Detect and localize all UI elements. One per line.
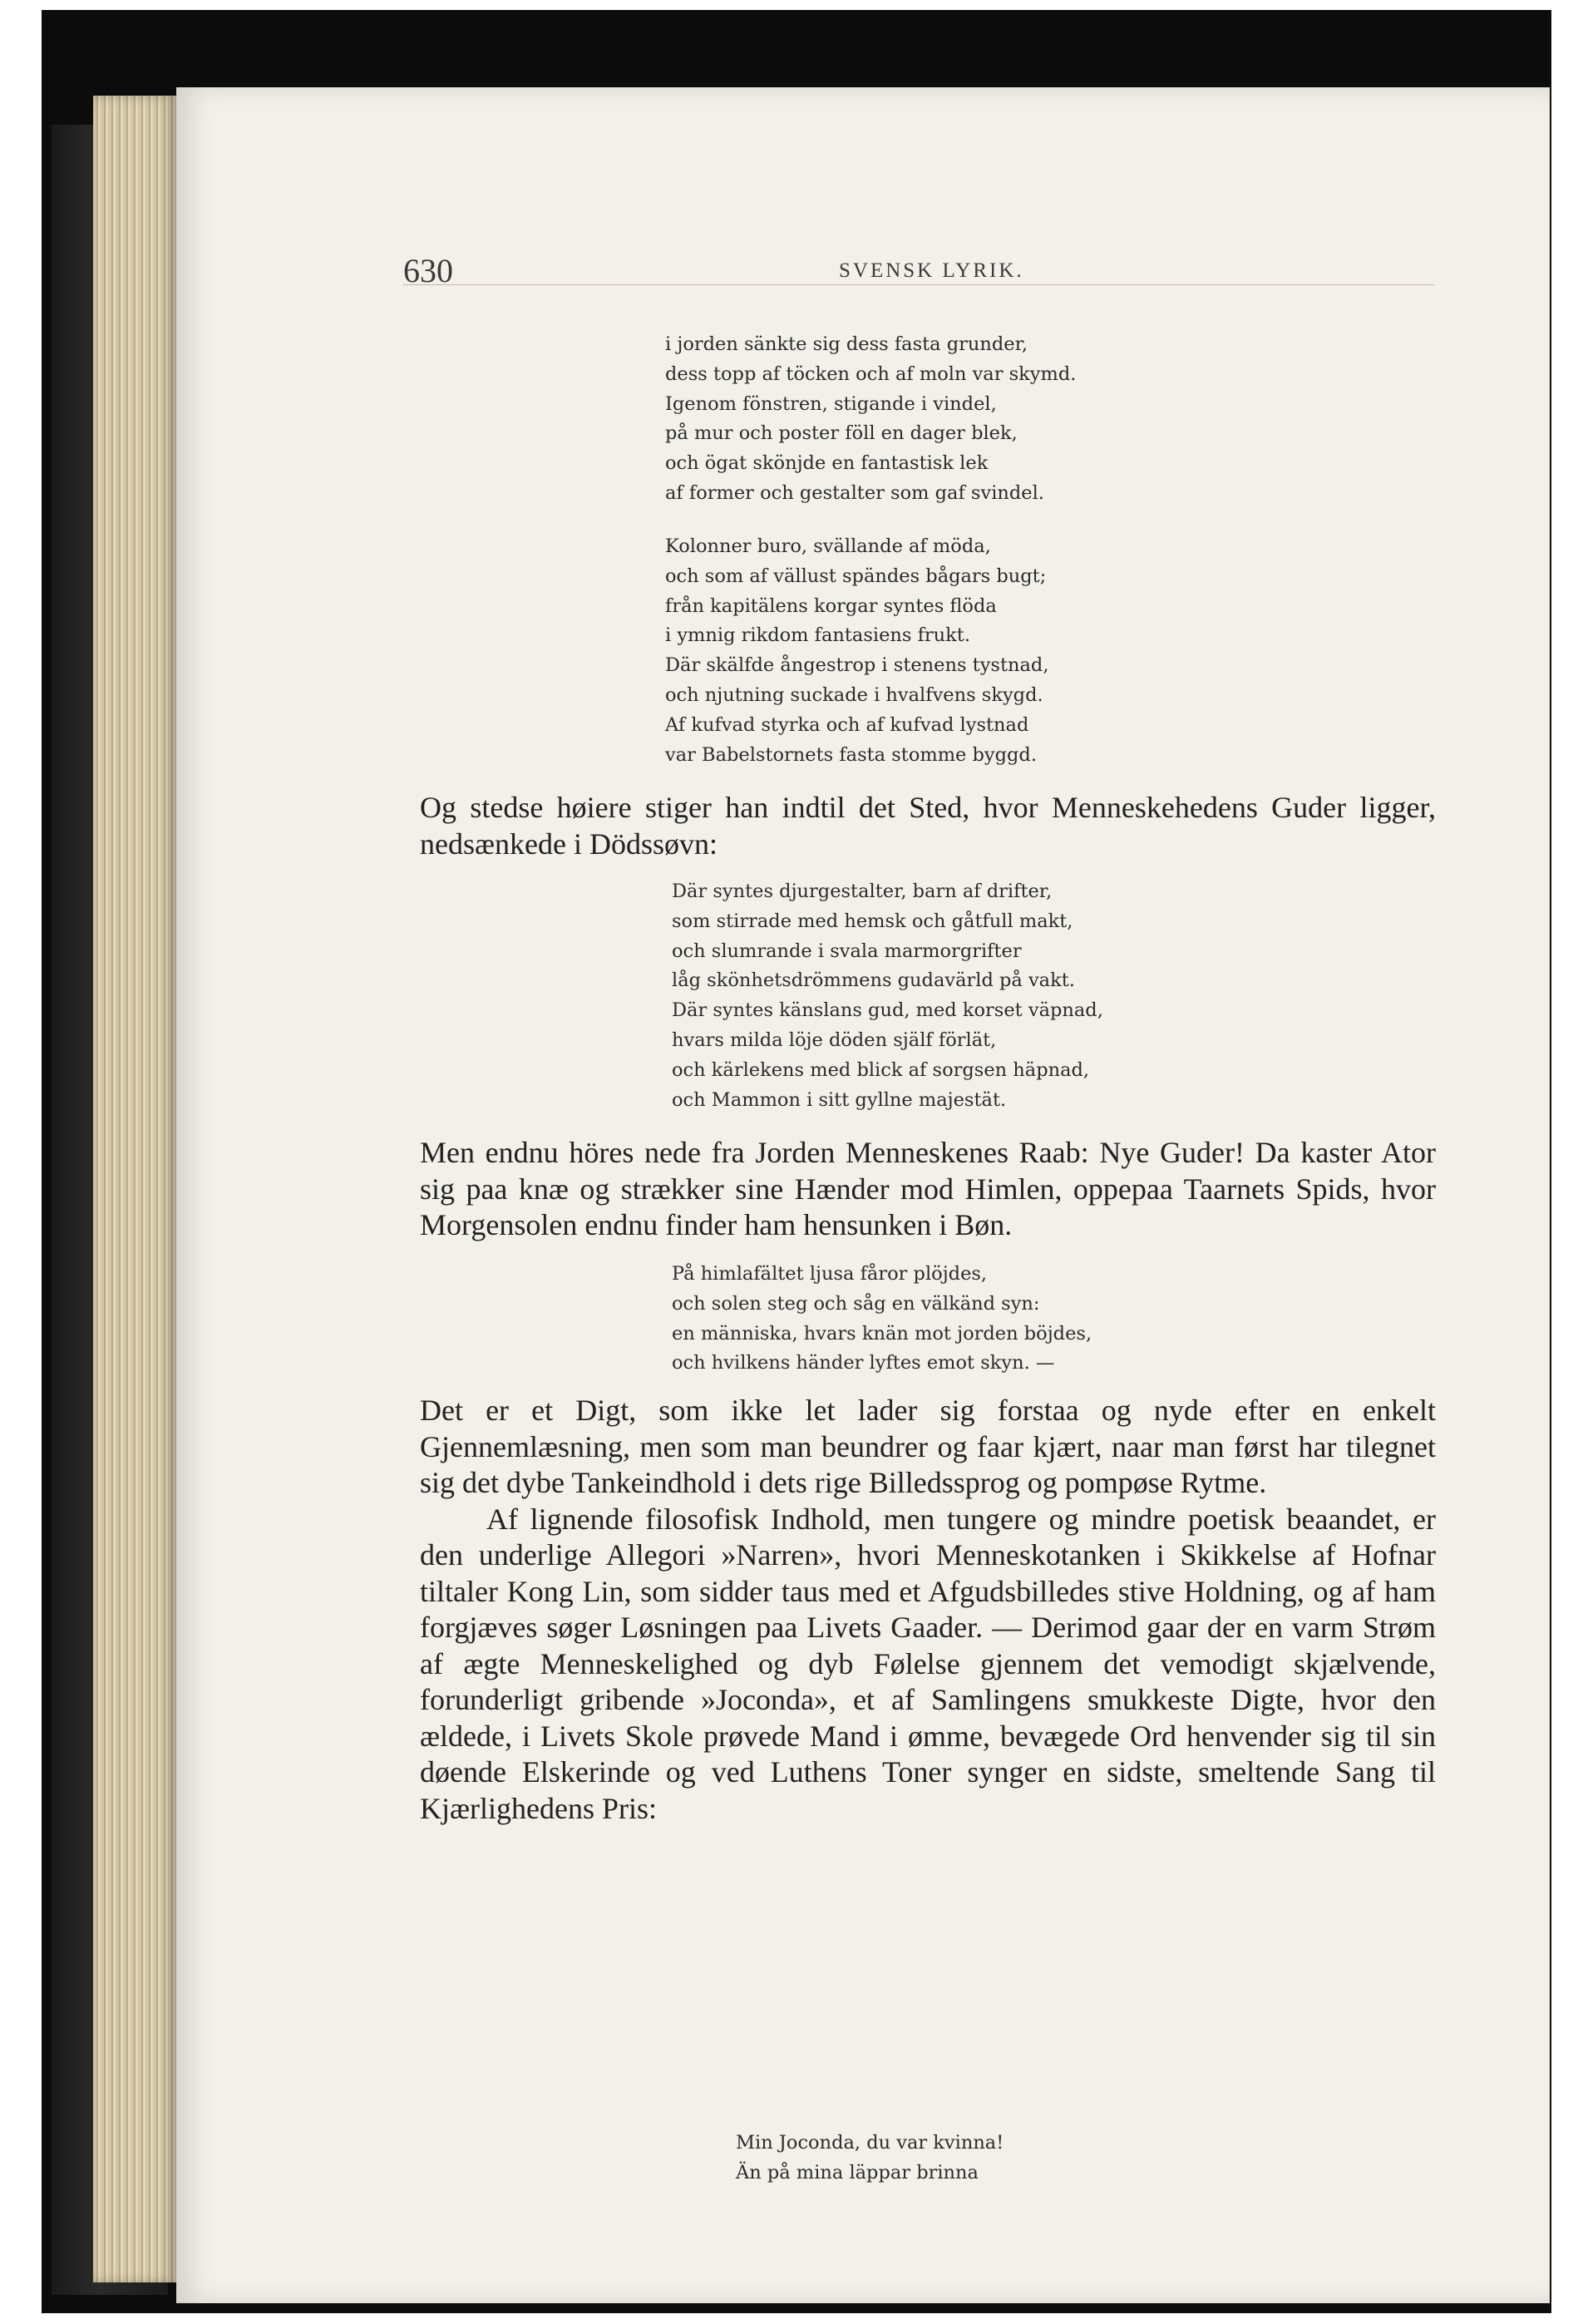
paragraph: Af lignende filosofisk Indhold, men tungere og mindre poetisk beaandet, er den underlige Allegori »Narren», hvori Menneskotanken i Skikkelse af Hofnar tiltaler Kong Lin, som sidder taus med et Afgudsbilledes stive Holdning, og af ham forgjæves søger Løsningen paa Livets Gaader. — Derimod gaar der en varm Strøm af ægte Menneskelighed og dyb Følelse gjennem det vemodigt skjælvende, forunderligt gribende »Joconda», et af Samlingens smukkeste Digte, hvor den ældede, i Livets Skole prøvede Mand i ømme, bevægede Ord henvender sig til sin døende Elskerinde og ved Luthens Toner synger en sidste, smeltende Sang til Kjærlighedens Pris: bbox=[420, 1502, 1436, 1825]
page-stack-edge bbox=[93, 96, 176, 2282]
verse-line: och njutning suckade i hvalfvens skygd. bbox=[665, 683, 1043, 706]
verse-line: och Mammon i sitt gyllne majestät. bbox=[672, 1088, 1007, 1111]
prose-paragraph-3 bbox=[420, 1393, 1436, 1827]
paragraph: Og stedse høiere stiger han indtil det Sted, hvor Menneskehedens Guder ligger, nedsænkede i Dödssøvn: bbox=[420, 791, 1436, 861]
verse-line: och som af vällust spändes bågars bugt; bbox=[665, 565, 1047, 587]
verse-line: Där syntes känslans gud, med korset väpnad, bbox=[672, 999, 1103, 1022]
verse-line: låg skönhetsdrömmens gudavärld på vakt. bbox=[672, 970, 1075, 992]
verse-line: Min Joconda, du var kvinna! bbox=[736, 2132, 1004, 2154]
verse-line: en människa, hvars knän mot jorden böjdes, bbox=[672, 1322, 1092, 1345]
verse-line: Igenom fönstren, stigande i vindel, bbox=[665, 392, 997, 415]
running-title: SVENSK LYRIK. bbox=[839, 259, 1024, 282]
verse-line: var Babelstornets fasta stomme byggd. bbox=[665, 743, 1037, 766]
verse-line: och solen steg och såg en välkänd syn: bbox=[672, 1292, 1040, 1315]
verse-line: Kolonner buro, svällande af möda, bbox=[665, 535, 991, 557]
verse-line: som stirrade med hemsk och gåtfull makt, bbox=[672, 910, 1073, 932]
prose-paragraph-1 bbox=[420, 790, 1436, 862]
verse-line: Där syntes djurgestalter, barn af drifter, bbox=[672, 881, 1053, 902]
prose-paragraph-2 bbox=[420, 1135, 1436, 1244]
verse-stanza-4 bbox=[672, 1260, 1092, 1379]
verse-line: Där skälfde ångestrop i stenens tystnad, bbox=[665, 654, 1049, 677]
verse-stanza-5 bbox=[736, 2129, 1004, 2188]
verse-line: af former och gestalter som gaf svindel. bbox=[665, 481, 1044, 504]
verse-stanza-1 bbox=[665, 330, 1076, 509]
paragraph: Men endnu höres nede fra Jorden Menneskenes Raab: Nye Guder! Da kaster Ator sig paa knæ og strækker sine Hænder mod Himlen, oppepaa Taarnets Spids, hvor Morgensolen endnu finder ham hensunken i Bøn. bbox=[420, 1136, 1436, 1241]
paragraph: Det er et Digt, som ikke let lader sig forstaa og nyde efter en enkelt Gjennemlæsning, men som man beundrer og faar kjært, naar man først har tilegnet sig det dybe Tankeindhold i dets rige Billedssprog og pompøse Rytme. bbox=[420, 1394, 1436, 1499]
verse-line: från kapitälens korgar syntes flöda bbox=[665, 595, 997, 617]
verse-line: och hvilkens händer lyftes emot skyn. — bbox=[672, 1352, 1055, 1374]
verse-line: och slumrande i svala marmorgrifter bbox=[672, 940, 1022, 962]
verse-line: och kärlekens med blick af sorgsen häpnad, bbox=[672, 1058, 1090, 1081]
verse-line: På himlafältet ljusa fåror plöjdes, bbox=[672, 1263, 988, 1285]
verse-stanza-3 bbox=[672, 877, 1103, 1115]
verse-stanza-2 bbox=[665, 532, 1048, 770]
verse-line: i jorden sänkte sig dess fasta grunder, bbox=[665, 333, 1028, 355]
verse-line: hvars milda löje döden själf förlät, bbox=[672, 1029, 997, 1051]
verse-line: på mur och poster föll en dager blek, bbox=[665, 422, 1018, 445]
verse-line: i ymnig rikdom fantasiens frukt. bbox=[665, 624, 970, 647]
verse-line: Än på mina läppar brinna bbox=[736, 2161, 979, 2183]
verse-line: dess topp af töcken och af moln var skymd. bbox=[665, 363, 1077, 385]
verse-line: och ögat skönjde en fantastisk lek bbox=[665, 452, 989, 475]
verse-line: Af kufvad styrka och af kufvad lystnad bbox=[665, 713, 1029, 736]
running-header bbox=[403, 251, 1434, 289]
page-number: 630 bbox=[403, 252, 453, 289]
